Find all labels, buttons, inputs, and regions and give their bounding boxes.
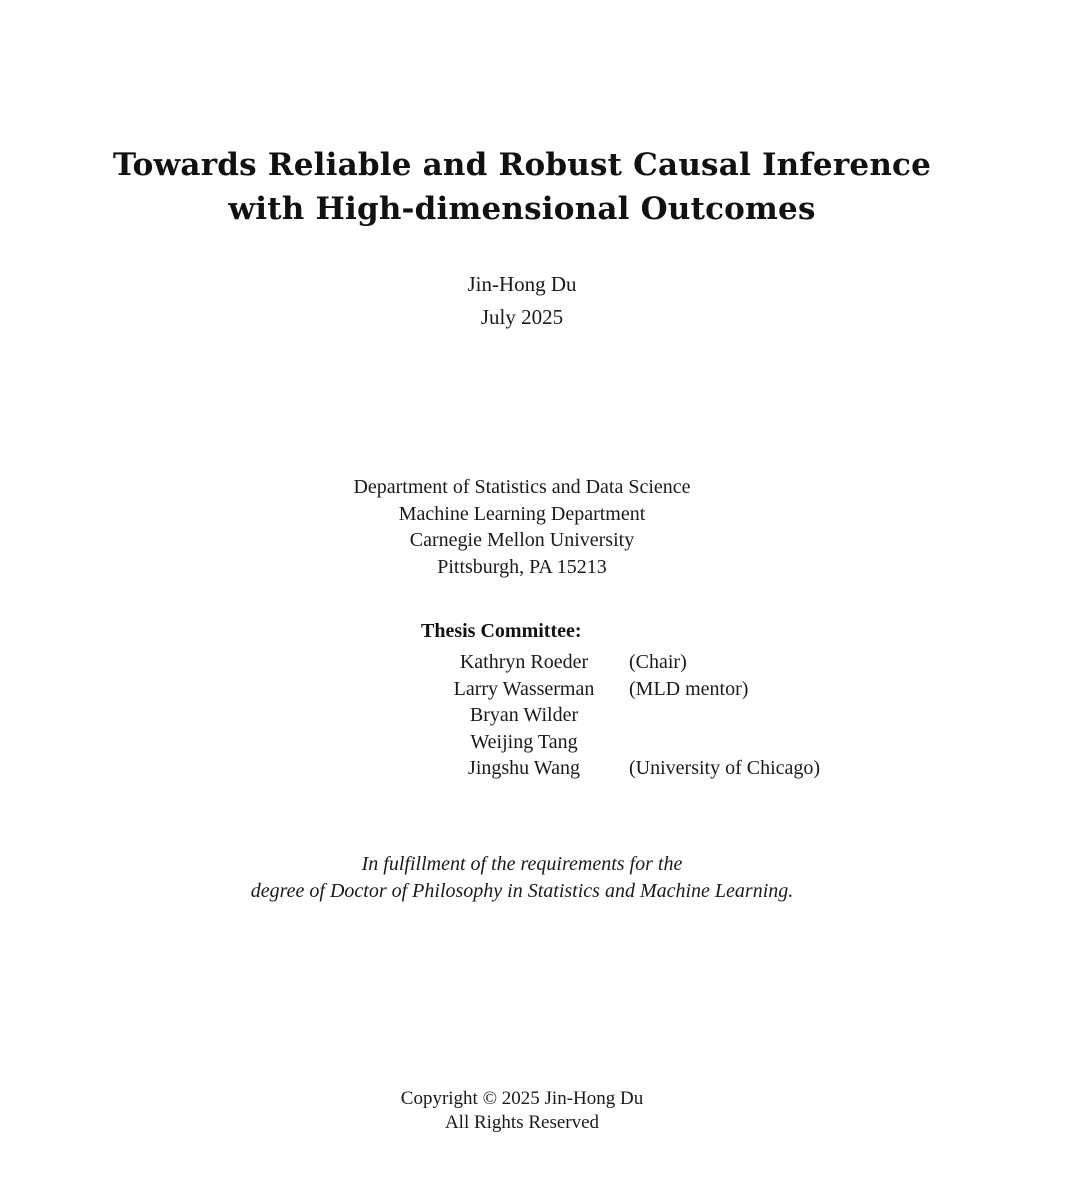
member-name: Kathryn Roeder [459, 651, 589, 673]
copyright-prefix: Copyright [400, 1088, 478, 1109]
affiliation-ml-department: Machine Learning Department [398, 502, 646, 525]
copyright-block [0, 1087, 1044, 1135]
affiliation-address: Pittsburgh, PA 15213 [437, 555, 607, 578]
thesis-title [0, 143, 1044, 231]
committee-list [432, 649, 820, 782]
copyright-holder: 2025 Jin-Hong Du [501, 1088, 644, 1109]
affiliation-university: Carnegie Mellon University [409, 529, 635, 551]
member-role: (MLD mentor) [629, 677, 749, 700]
member-name: Jingshu Wang [468, 757, 580, 779]
member-role [616, 729, 629, 756]
thesis-date: July 2025 [480, 305, 564, 329]
thesis-title-line-2: with High-dimensional Outcomes [228, 191, 816, 227]
committee-member [432, 702, 820, 729]
member-name: Larry Wasserman [453, 677, 595, 700]
fulfillment-line-1: In fulfillment of the requirements for the [361, 853, 683, 875]
member-role: (Chair) [629, 651, 687, 673]
committee-member [432, 755, 820, 782]
affiliation-block [0, 474, 1044, 580]
member-name: Bryan Wilder [469, 704, 579, 726]
copyright-symbol-icon: © [482, 1088, 498, 1109]
rights-reserved: All Rights Reserved [444, 1112, 600, 1133]
fulfillment-line-2: degree of Doctor of Philosophy in Statistics and Machine Learning. [250, 880, 794, 902]
author-block [0, 268, 1044, 334]
committee-member [432, 676, 820, 703]
affiliation-department: Department of Statistics and Data Science [353, 476, 691, 498]
fulfillment-statement [0, 851, 1044, 905]
committee-member [432, 649, 820, 676]
member-role: (University of Chicago) [629, 757, 821, 779]
committee-heading: Thesis Committee: [421, 620, 582, 642]
author-name: Jin-Hong Du [467, 272, 577, 296]
member-role [616, 702, 629, 729]
member-name: Weijing Tang [470, 730, 578, 753]
thesis-title-line-1: Towards Reliable and Robust Causal Inference [112, 147, 932, 183]
committee-member [432, 729, 820, 756]
copyright-line [0, 1087, 1044, 1111]
